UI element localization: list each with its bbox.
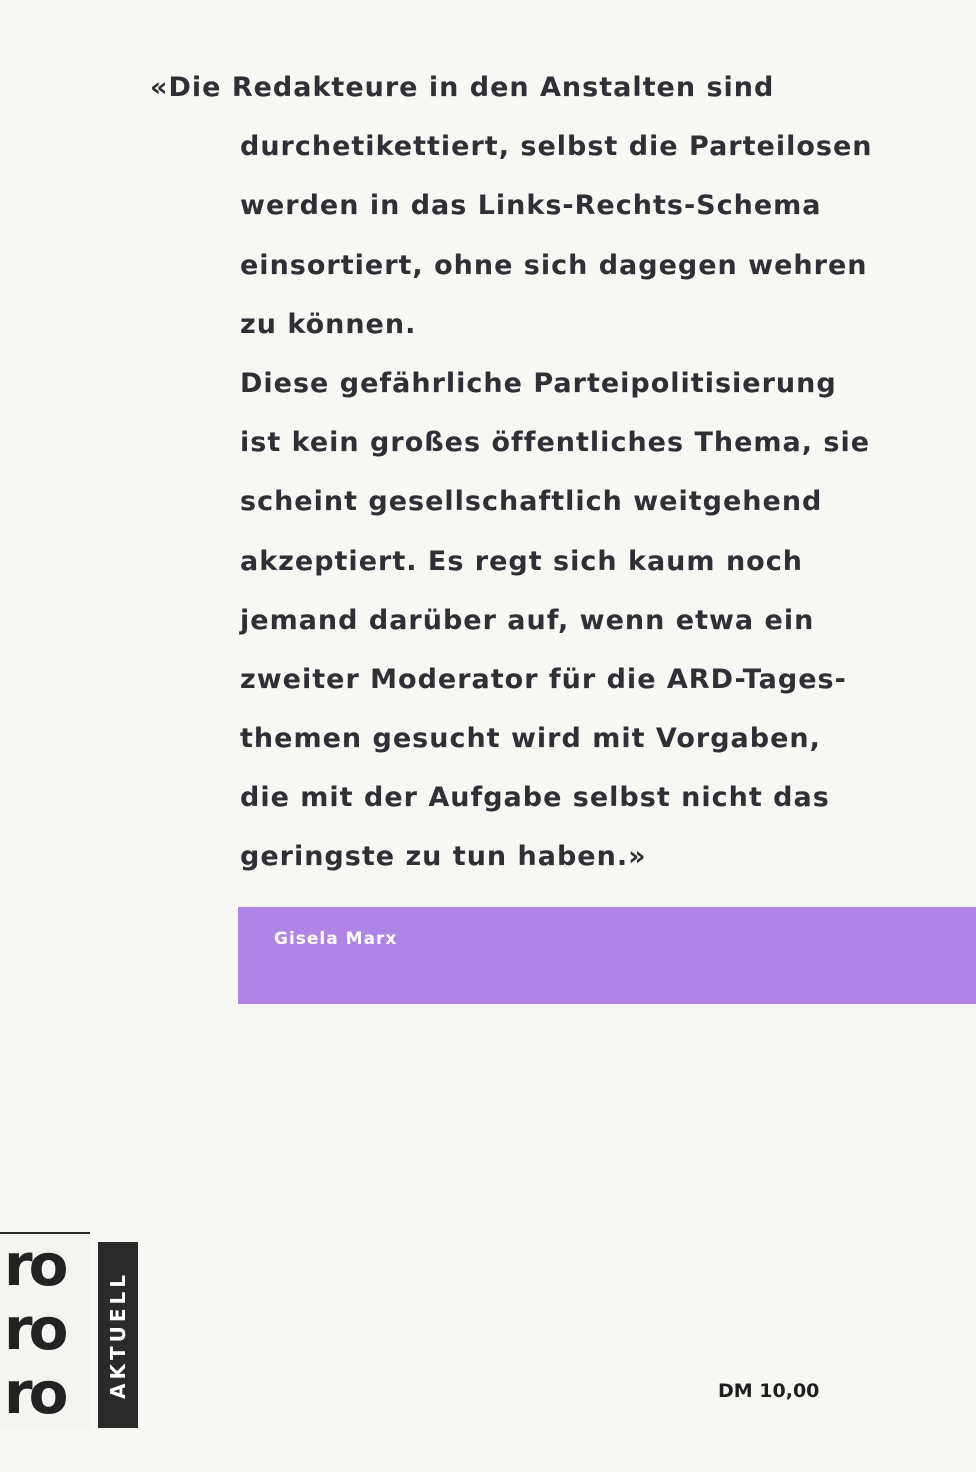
series-label: AKTUELL: [106, 1270, 130, 1400]
quote-line: durchetikettiert, selbst die Parteilosen: [240, 131, 873, 163]
author-name: Gisela Marx: [274, 929, 398, 949]
author-bar: [238, 907, 976, 1004]
rororo-wordmark: [0, 1232, 90, 1430]
rororo-aktuell-logo: [0, 1232, 138, 1428]
price-label: DM 10,00: [718, 1380, 820, 1402]
quote-line: Diese gefährliche Parteipolitisierung: [240, 367, 837, 399]
quote-line: «Die Redakteure in den Anstalten sind: [150, 72, 775, 103]
quote-line: die mit der Aufgabe selbst nicht das: [240, 782, 830, 814]
quote-line: akzeptiert. Es regt sich kaum noch: [240, 545, 803, 577]
quote-line: ist kein großes öffentliches Thema, sie: [240, 427, 871, 459]
quote-line: einsortiert, ohne sich dagegen wehren: [240, 249, 868, 281]
series-strip: [98, 1242, 138, 1428]
logo-ro-text: ro: [4, 1231, 65, 1299]
logo-ro-text: ro: [4, 1359, 65, 1427]
quote-line: werden in das Links-Rechts-Schema: [240, 190, 822, 222]
quote-line: zu können.: [240, 308, 417, 340]
quote-line: geringste zu tun haben.»: [240, 841, 647, 873]
blurb-quote: [150, 58, 910, 887]
quote-line: scheint gesellschaftlich weitgehend: [240, 486, 823, 518]
quote-line: jemand darüber auf, wenn etwa ein: [240, 604, 815, 636]
quote-line: themen gesucht wird mit Vorgaben,: [240, 723, 821, 755]
logo-ro-text: ro: [4, 1295, 65, 1363]
quote-line: zweiter Moderator für die ARD-Tages-: [240, 663, 847, 695]
